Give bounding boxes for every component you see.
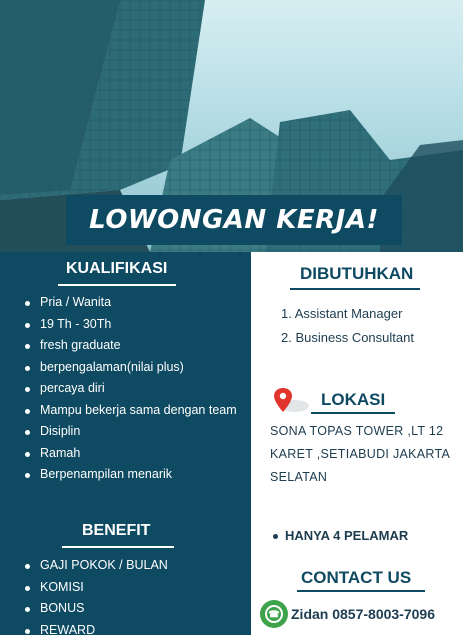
list-item: 2. Business Consultant (281, 326, 414, 350)
contact-title: CONTACT US (301, 568, 411, 588)
list-item: 1. Assistant Manager (281, 302, 414, 326)
qualifications-title: KUALIFIKASI (66, 260, 167, 278)
contact-underline (297, 590, 425, 592)
list-item: Disiplin (22, 421, 240, 443)
needed-title: DIBUTUHKAN (300, 264, 413, 284)
whatsapp-icon: ☎ (260, 600, 288, 628)
list-item: Ramah (22, 443, 240, 465)
list-item: fresh graduate (22, 335, 240, 357)
map-pin-icon (273, 386, 311, 416)
location-underline (311, 412, 395, 414)
qualifications-panel (0, 252, 251, 635)
list-item: Pria / Wanita (22, 292, 240, 314)
qualifications-underline (58, 284, 176, 286)
location-address: SONA TOPAS TOWER ,LT 12 KARET ,SETIABUDI JAKARTA SELATAN (270, 420, 460, 489)
list-item: Mampu bekerja sama dengan team (22, 400, 240, 422)
qualifications-list (22, 292, 240, 486)
list-item: berpengalaman(nilai plus) (22, 357, 240, 379)
benefit-underline (62, 546, 174, 548)
list-item: REWARD (22, 620, 168, 641)
list-item: BONUS (22, 598, 168, 620)
list-item: GAJI POKOK / BULAN (22, 555, 168, 577)
list-item: Berpenampilan menarik (22, 464, 240, 486)
benefit-title: BENEFIT (82, 522, 150, 540)
list-item: percaya diri (22, 378, 240, 400)
headline-banner (66, 195, 402, 245)
details-panel (251, 252, 463, 635)
contact-line: Zidan 0857-8003-7096 (291, 606, 435, 622)
benefit-list (22, 555, 168, 641)
headline-text: LOWONGAN KERJA! (89, 205, 379, 235)
needed-list (281, 302, 414, 350)
location-title: LOKASI (321, 390, 385, 410)
list-item: KOMISI (22, 577, 168, 599)
needed-underline (290, 288, 420, 290)
applicant-limit: HANYA 4 PELAMAR (285, 528, 408, 543)
list-item: 19 Th - 30Th (22, 314, 240, 336)
